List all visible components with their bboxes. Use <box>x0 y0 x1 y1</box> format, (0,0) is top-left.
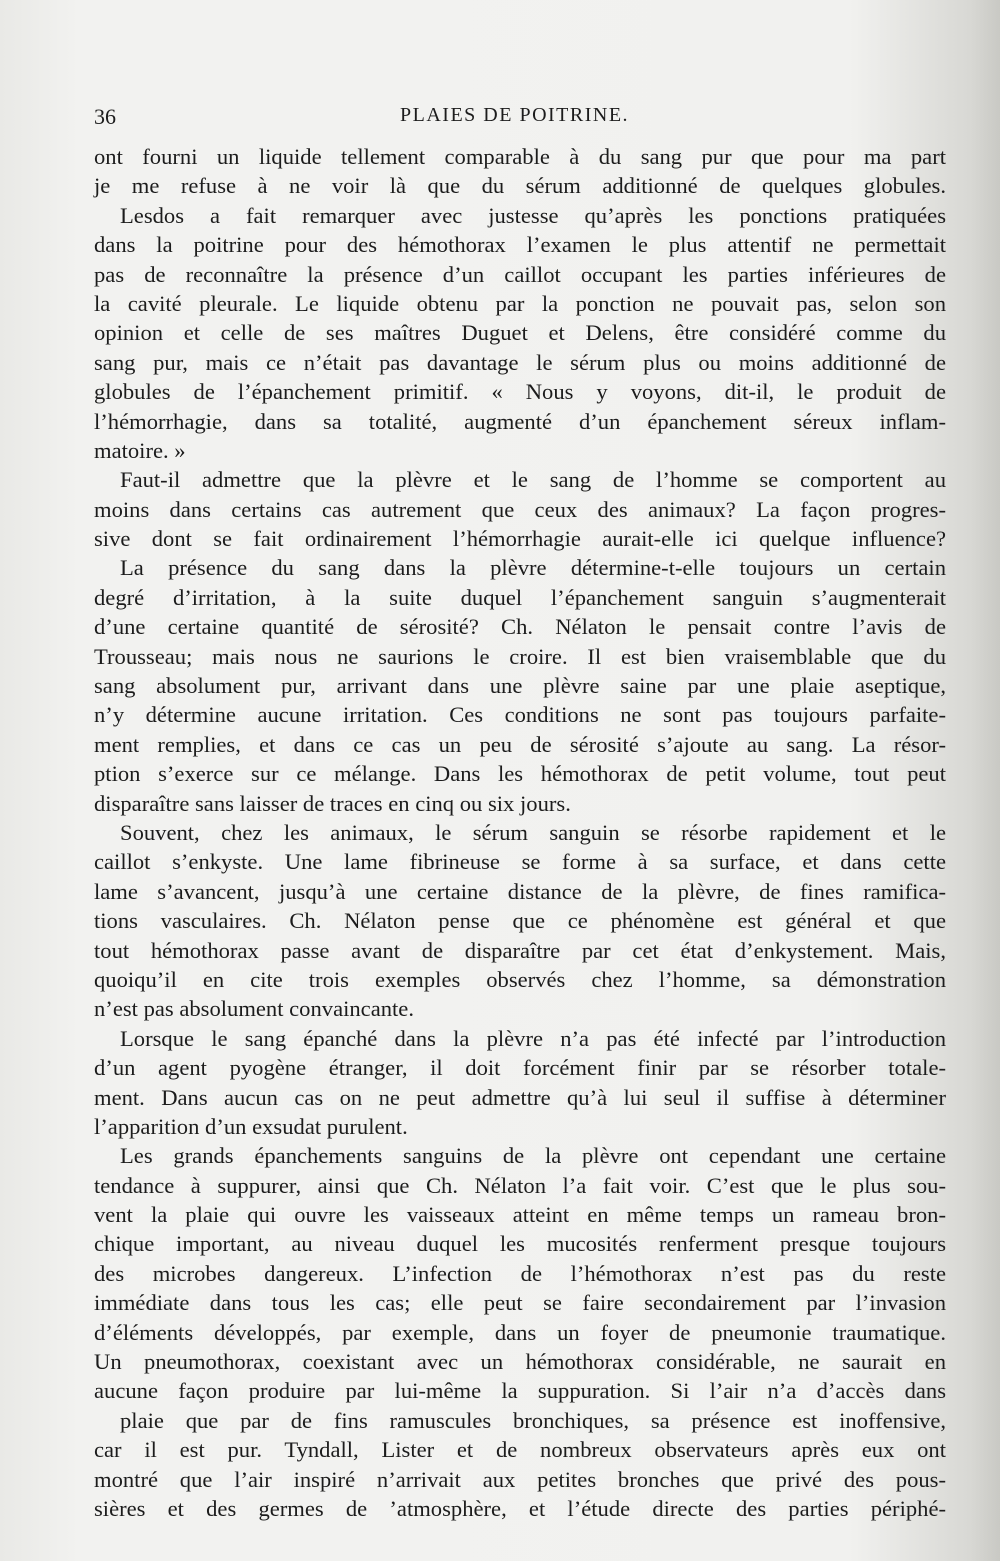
text-line: quoiqu’il en cite trois exemples observés chez l’homme, sa démonstration <box>94 966 946 992</box>
text-line: ment. Dans aucun cas on ne peut admettre qu’à lui seul il suffise à déterminer <box>94 1084 946 1110</box>
text-line: car il est pur. Tyndall, Lister et de nombreux observateurs après eux ont <box>94 1437 946 1463</box>
text-line: Lesdos a fait remarquer avec justesse qu’après les ponctions pratiquées <box>120 202 946 228</box>
text-line: Faut-il admettre que la plèvre et le sang de l’homme se comportent au <box>120 467 946 493</box>
text-line: Un pneumothorax, coexistant avec un hémothorax considérable, ne saurait en <box>94 1349 946 1375</box>
text-line: globules de l’épanchement primitif. « Nous y voyons, dit-il, le produit de <box>94 379 946 405</box>
page-header <box>94 104 944 134</box>
text-line: la cavité pleurale. Le liquide obtenu par la ponction ne pouvait pas, selon son <box>94 290 946 316</box>
page-number: 36 <box>94 104 116 129</box>
text-line: d’une certaine quantité de sérosité? Ch. Nélaton le pensait contre l’avis de <box>94 614 946 640</box>
text-line: Trousseau; mais nous ne saurions le croire. Il est bien vraisemblable que du <box>94 643 946 669</box>
text-line: tendance à suppurer, ainsi que Ch. Nélaton l’a fait voir. C’est que le plus sou- <box>94 1172 946 1198</box>
text-line: ption s’exerce sur ce mélange. Dans les hémothorax de petit volume, tout peut <box>94 761 946 787</box>
text-line: je me refuse à ne voir là que du sérum additionné de quelques globules. <box>94 173 946 199</box>
text-line: ont fourni un liquide tellement comparable à du sang pur que pour ma part <box>94 144 946 169</box>
text-line: chique important, au niveau duquel les mucosités renferment presque toujours <box>94 1231 946 1257</box>
text-line: moins dans certains cas autrement que ceux des animaux? La façon progres- <box>94 496 946 522</box>
text-line: montré que l’air inspiré n’arrivait aux petites bronches que privé des pous- <box>94 1466 946 1492</box>
text-line: caillot s’enkyste. Une lame fibrineuse se forme à sa surface, et dans cette <box>94 849 946 875</box>
text-line: disparaître sans laisser de traces en cinq ou six jours. <box>94 790 571 816</box>
running-title: PLAIES DE POITRINE. <box>400 104 630 126</box>
text-line: La présence du sang dans la plèvre détermine-t-elle toujours un certain <box>120 555 946 581</box>
text-line: d’un agent pyogène étranger, il doit forcément finir par se résorber totale- <box>94 1055 946 1081</box>
body-text <box>94 142 946 1523</box>
text-line: degré d’irritation, à la suite duquel l’épanchement sanguin s’augmenterait <box>94 584 946 610</box>
text-line: pas de reconnaître la présence d’un caillot occupant les parties inférieures de <box>94 261 946 287</box>
text-line: n’est pas absolument convaincante. <box>94 996 414 1022</box>
text-line: ment remplies, et dans ce cas un peu de sérosité s’ajoute au sang. La résor- <box>94 731 946 757</box>
text-line: Souvent, chez les animaux, le sérum sanguin se résorbe rapidement et le <box>120 819 946 845</box>
text-line: des microbes dangereux. L’infection de l’hémothorax n’est pas du reste <box>94 1260 946 1286</box>
text-line: opinion et celle de ses maîtres Duguet et Delens, être considéré comme du <box>94 320 946 346</box>
text-line: sive dont se fait ordinairement l’hémorrhagie aurait-elle ici quelque influence? <box>94 526 946 552</box>
text-line: vent la plaie qui ouvre les vaisseaux atteint en même temps un rameau bron- <box>94 1202 946 1228</box>
text-line: n’y détermine aucune irritation. Ces conditions ne sont pas toujours parfaite- <box>94 702 946 728</box>
text-line: matoire. » <box>94 437 186 463</box>
text-line: sang pur, mais ce n’était pas davantage le sérum plus ou moins additionné de <box>94 349 946 375</box>
text-line: lame s’avancent, jusqu’à une certaine distance de la plèvre, de fines ramifica- <box>94 878 946 904</box>
text-line: sang absolument pur, arrivant dans une plèvre saine par une plaie aseptique, <box>94 673 946 699</box>
text-line: l’apparition d’un exsudat purulent. <box>94 1113 408 1139</box>
text-line: tout hémothorax passe avant de disparaître par cet état d’enkystement. Mais, <box>94 937 946 963</box>
text-line: dans la poitrine pour des hémothorax l’examen le plus attentif ne permettait <box>94 232 946 258</box>
text-line: d’éléments développés, par exemple, dans un foyer de pneumonie traumatique. <box>94 1319 946 1345</box>
text-line: Les grands épanchements sanguins de la plèvre ont cependant une certaine <box>120 1143 946 1169</box>
text-line: immédiate dans tous les cas; elle peut se faire secondairement par l’invasion <box>94 1290 946 1316</box>
text-line: aucune façon produire par lui-même la suppuration. Si l’air n’a d’accès dans <box>94 1378 946 1404</box>
text-line: l’hémorrhagie, dans sa totalité, augmenté d’un épanchement séreux inflam- <box>94 408 946 434</box>
text-line: Lorsque le sang épanché dans la plèvre n’a pas été infecté par l’introduction <box>120 1025 946 1051</box>
text-line: sières et des germes de ’atmosphère, et l’étude directe des parties périphé- <box>94 1495 946 1521</box>
text-line: plaie que par de fins ramuscules bronchiques, sa présence est inoffensive, <box>120 1407 946 1433</box>
text-line: tions vasculaires. Ch. Nélaton pense que ce phénomène est général et que <box>94 908 946 934</box>
